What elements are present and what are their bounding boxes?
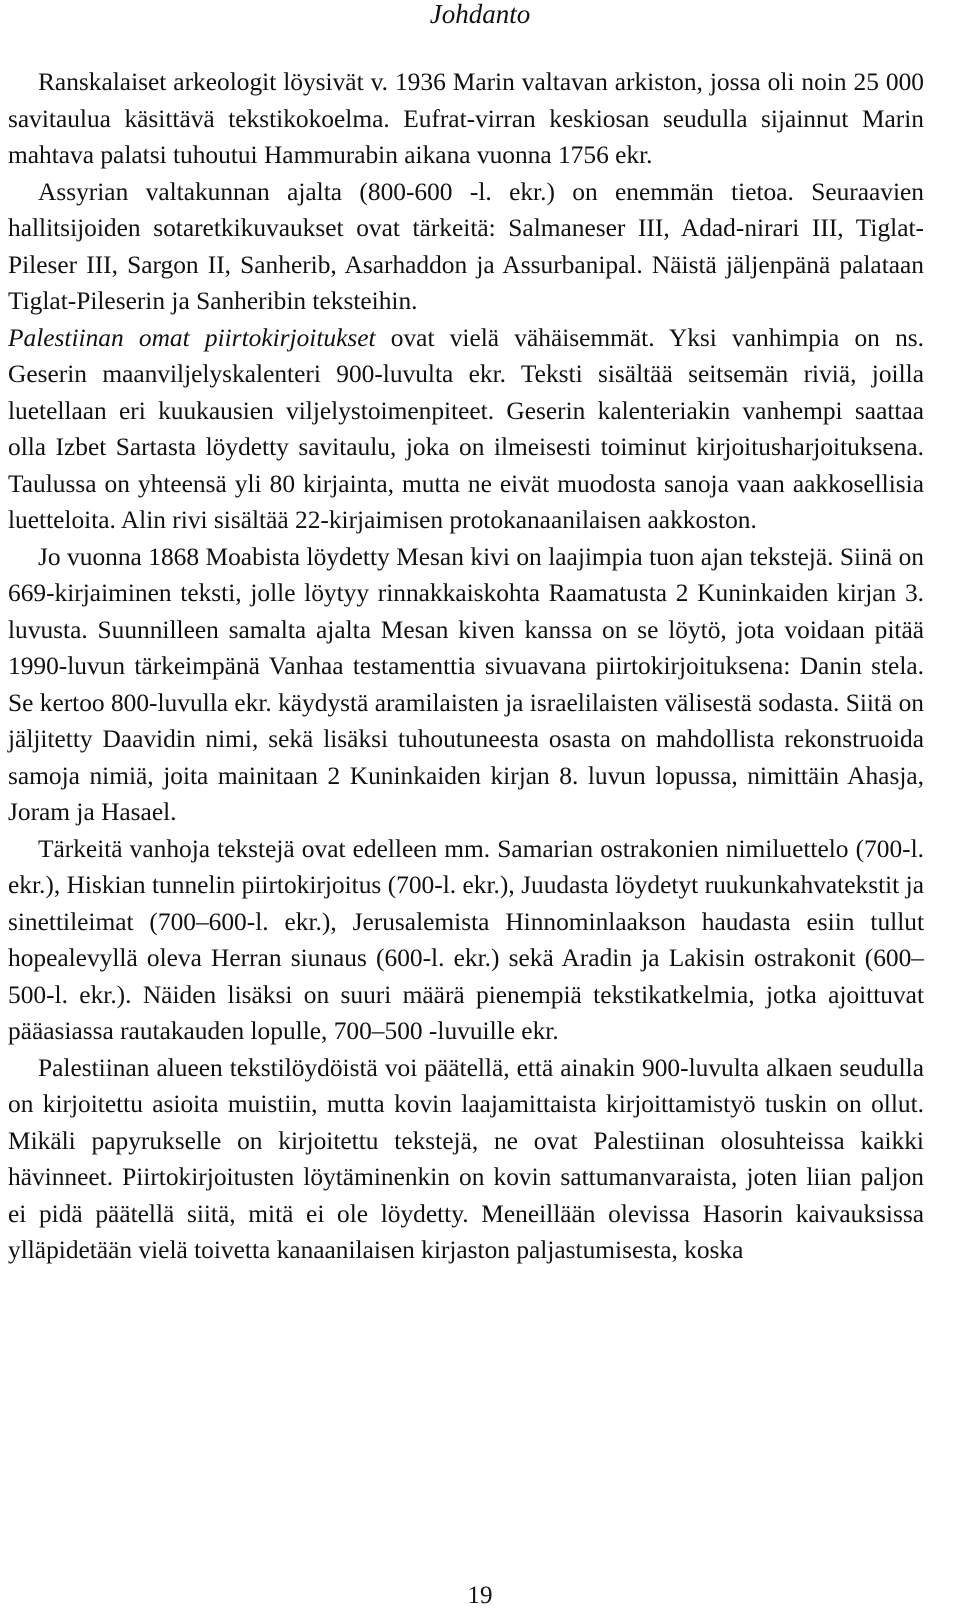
paragraph-palestine-inscriptions <box>8 320 924 539</box>
paragraph-old-texts: Tärkeitä vanhoja tekstejä ovat edelleen mm. Samarian ostrakonien nimiluettelo (700-l. ekr.), Hiskian tunnelin piirtokirjoitus (700-l. ekr.), Juudasta löydetyt ruukunkahvatekstit ja sinettileimat (700–600-l. ekr.), Jerusalemista Hinnominlaakson haudasta esiin tullut hopealevyllä oleva Herran siunaus (600-l. ekr.) sekä Aradin ja Lakisin ostrakonit (600–500-l. ekr.). Näiden lisäksi on suuri määrä pienempiä tekstikatkelmia, jotka ajoittuvat pääasiassa rautakauden lopulle, 700–500 -luvuille ekr. <box>8 834 924 1045</box>
paragraph-palestine-inscriptions-text: ovat vielä vähäisemmät. Yksi vanhimpia on ns. Geserin maanviljelyskalenteri 900-luvulta ekr. Teksti sisältää seitsemän riviä, joilla luetellaan eri kuukausien viljelystoimenpiteet. Geserin kalenteriakin vanhempi saattaa olla Izbet Sartasta löydetty savitaulu, joka on ilmeisesti toiminut kirjoitusharjoituksena. Taulussa on yhteensä yli 80 kirjainta, mutta ne eivät muodosta sanoja vaan aakkosellisia luetteloita. Alin rivi sisältää 22-kirjaimisen protokanaanilaisen aakkoston. <box>8 323 924 534</box>
italic-lead-phrase: Palestiinan omat piirtokirjoitukset <box>8 323 376 352</box>
paragraph-mesha-stone: Jo vuonna 1868 Moabista löydetty Mesan kivi on laajimpia tuon ajan tekstejä. Siinä on 669-kirjaiminen teksti, jolle löytyy rinnakkaiskohta Raamatusta 2 Kuninkaiden kirjan 3. luvusta. Suunnilleen samalta ajalta Mesan kiven kanssa on se löytö, jota voidaan pitää 1990-luvun tärkeimpänä Vanhaa testamenttia sivuavana piirtokirjoituksena: Danin stela. Se kertoo 800-luvulla ekr. käydystä aramilaisten ja israelilaisten välisestä sodasta. Siitä on jäljitetty Daavidin nimi, sekä lisäksi tuhoutuneesta osasta on mahdollista rekonstruoida samoja nimiä, joita mainitaan 2 Kuninkaiden kirjan 8. luvun lopussa, nimittäin Ahasja, Joram ja Hasael. <box>8 542 924 826</box>
paragraph-text-finds: Palestiinan alueen tekstilöydöistä voi päätellä, että ainakin 900-luvulta alkaen seudulla on kirjoitettu asioita muistiin, mutta kovin laajamittaista kirjoittamistyö tuskin on ollut. Mikäli papyrukselle on kirjoitettu tekstejä, ne ovat Palestiinan olosuhteissa kaikki hävinneet. Piirtokirjoitusten löytäminenkin on kovin sattumanvaraista, joten liian paljon ei pidä päätellä siitä, mitä ei ole löydetty. Meneillään olevissa Hasorin kaivauksissa ylläpidetään vielä toivetta kanaanilaisen kirjaston paljastumisesta, koska <box>8 1053 924 1264</box>
running-header <box>0 0 960 28</box>
running-title: Johdanto <box>429 0 531 29</box>
page-number: 19 <box>467 1582 493 1609</box>
body-text <box>8 64 924 1269</box>
paragraph-assyria: Assyrian valtakunnan ajalta (800-600 -l. ekr.) on enemmän tietoa. Seuraavien hallitsijoiden sotaretkikuvaukset ovat tärkeitä: Salmaneser III, Adad-nirari III, Tiglat-Pileser III, Sargon II, Sanherib, Asarhaddon ja Assurbanipal. Näistä jäljenpänä palataan Tiglat-Pileserin ja Sanheribin teksteihin. <box>8 177 924 315</box>
paragraph-mari-archive: Ranskalaiset arkeologit löysivät v. 1936 Marin valtavan arkiston, jossa oli noin 25 000 savitaulua käsittävä tekstikokoelma. Eufrat-virran keskiosan seudulla sijainnut Marin mahtava palatsi tuhoutui Hammurabin aikana vuonna 1756 ekr. <box>8 68 924 169</box>
